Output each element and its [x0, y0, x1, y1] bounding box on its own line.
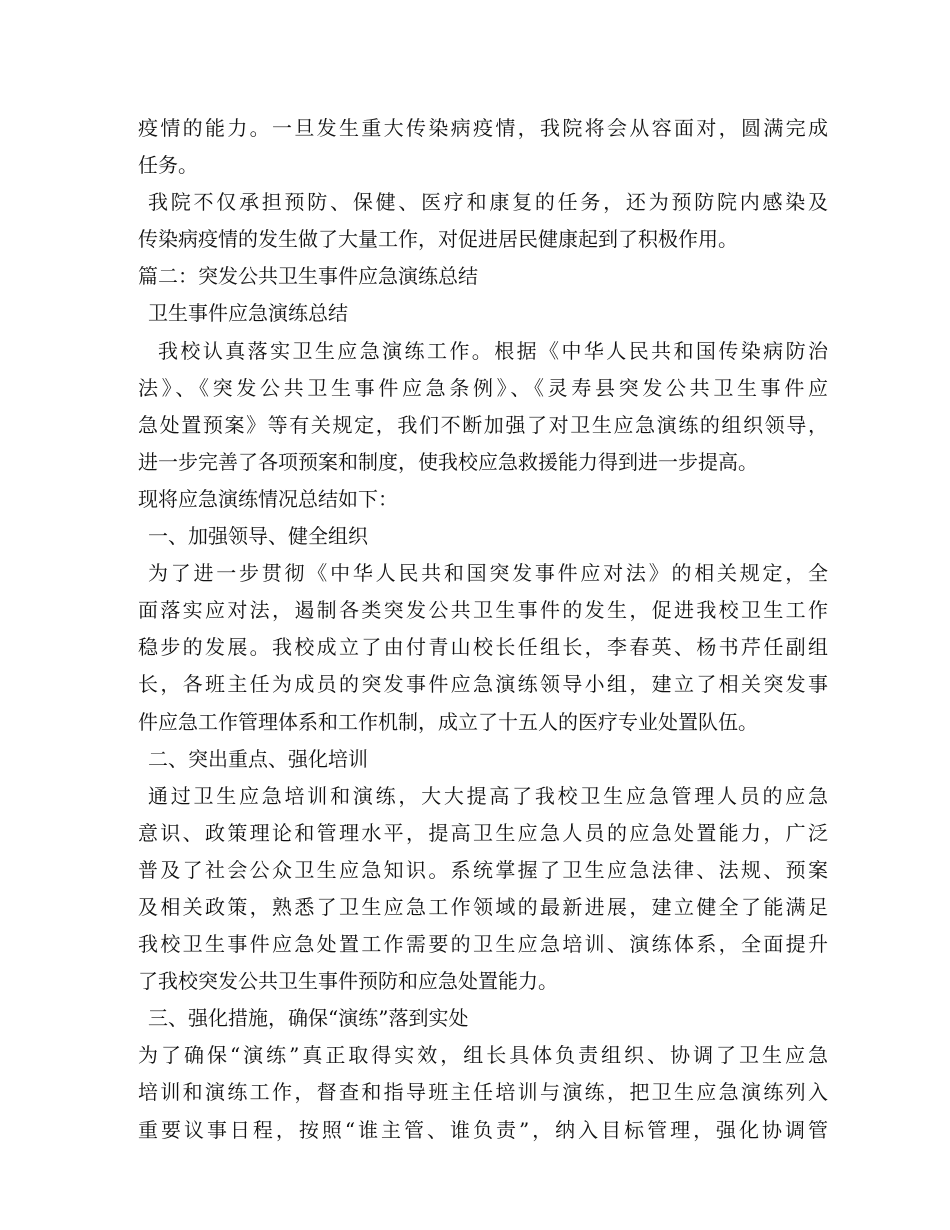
text-line: 疫情的能力。一旦发生重大传染病疫情，我院将会从容面对，圆满完成	[138, 116, 828, 140]
text-line: 通过卫生应急培训和演练，大大提高了我校卫生应急管理人员的应急	[148, 783, 828, 808]
text-line: 传染病疫情的发生做了大量工作，对促进居民健康起到了积极作用。	[138, 227, 738, 252]
text-line: 面落实应对法，遏制各类突发公共卫生事件的发生，促进我校卫生工作	[138, 598, 828, 623]
text-line: 现将应急演练情况总结如下：	[138, 486, 398, 511]
text-line: 我院不仅承担预防、保健、医疗和康复的任务，还为预防院内感染及	[148, 190, 828, 215]
text-line: 及相关政策，熟悉了卫生应急工作领域的最新进展，建立健全了能满足	[138, 894, 828, 919]
text-line: 意识、政策理论和管理水平，提高卫生应急人员的应急处置能力，广泛	[138, 820, 828, 845]
text-line: 急处置预案》等有关规定，我们不断加强了对卫生应急演练的组织领导，	[138, 412, 828, 437]
text-line: 我校认真落实卫生应急演练工作。根据《中华人民共和国传染病防治	[158, 338, 828, 363]
section-heading: 二、突出重点、强化培训	[148, 746, 368, 771]
text-line: 为了进一步贯彻《中华人民共和国突发事件应对法》的相关规定，全	[148, 561, 828, 586]
text-line: 长，各班主任为成员的突发事件应急演练领导小组，建立了相关突发事	[138, 672, 828, 697]
text-line: 普及了社会公众卫生应急知识。系统掌握了卫生应急法律、法规、预案	[138, 857, 828, 882]
section-heading: 一、加强领导、健全组织	[148, 524, 368, 549]
text-line: 进一步完善了各项预案和制度，使我校应急救援能力得到进一步提高。	[138, 449, 758, 474]
text-line: 法》、《突发公共卫生事件应急条例》、《灵寿县突发公共卫生事件应	[138, 375, 828, 400]
text-line: 任务。	[138, 153, 198, 178]
text-line: 了我校突发公共卫生事件预防和应急处置能力。	[138, 969, 558, 994]
document-subtitle: 卫生事件应急演练总结	[148, 301, 348, 326]
text-line: 稳步的发展。我校成立了由付青山校长任组长，李春英、杨书芹任副组	[138, 635, 828, 660]
section-heading: 三、强化措施，确保“演练”落到实处	[148, 1006, 469, 1031]
text-line: 培训和演练工作，督查和指导班主任培训与演练，把卫生应急演练列入	[138, 1080, 828, 1105]
document-body	[138, 110, 828, 1149]
text-line: 为了确保“演练”真正取得实效，组长具体负责组织、协调了卫生应急	[138, 1043, 828, 1068]
section-heading: 篇二：突发公共卫生事件应急演练总结	[138, 264, 478, 289]
text-line: 件应急工作管理体系和工作机制，成立了十五人的医疗专业处置队伍。	[138, 709, 758, 734]
text-line: 我校卫生事件应急处置工作需要的卫生应急培训、演练体系，全面提升	[138, 932, 828, 957]
text-line: 重要议事日程，按照“谁主管、谁负责”，纳入目标管理，强化协调管	[138, 1117, 828, 1142]
